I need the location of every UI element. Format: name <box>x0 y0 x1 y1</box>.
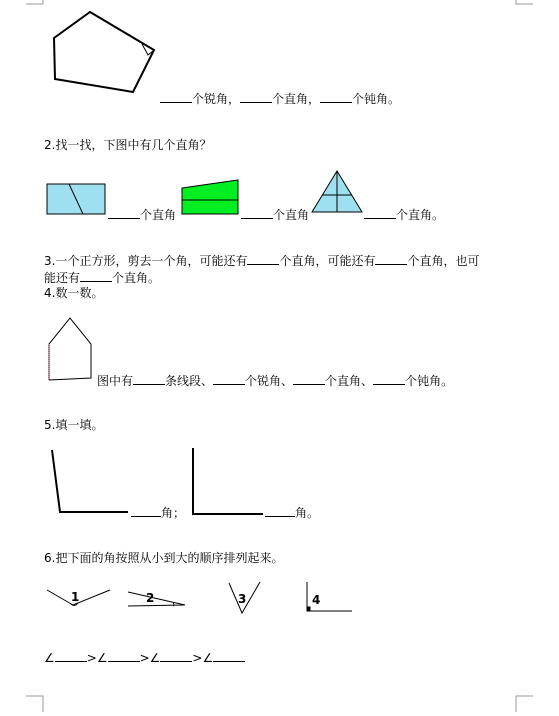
blank[interactable] <box>320 91 352 103</box>
blank[interactable] <box>375 253 407 265</box>
q4-answer-line: 图中有 条线段、 个锐角、 个直角、 个钝角。 <box>97 374 454 388</box>
blank[interactable] <box>265 505 295 517</box>
q3-line-1: 3.一个正方形，剪去一个角，可能还有 个直角，可能还有 个直角，也可 <box>44 254 480 268</box>
blank[interactable] <box>131 505 161 517</box>
q6-label-1: 1 <box>71 590 80 604</box>
q6-label-4: 4 <box>312 593 321 607</box>
q6-label-2: 2 <box>146 591 155 605</box>
q2-answer-3: 个直角。 <box>364 207 444 222</box>
blank[interactable] <box>160 91 192 103</box>
q2-answer-2: 个直角 <box>241 207 309 222</box>
blank[interactable] <box>160 650 192 662</box>
text: 个锐角， <box>192 92 241 106</box>
q6-title: 6.把下面的角按照从小到大的顺序排列起来。 <box>44 551 284 565</box>
blank[interactable] <box>213 373 245 385</box>
q3-line-2: 能还有 个直角。 <box>44 271 161 285</box>
q1-answer-line <box>160 91 400 106</box>
q4-title: 4.数一数。 <box>44 286 104 300</box>
q6-angle-2 <box>128 592 185 606</box>
q2-triangle-figure <box>312 171 362 212</box>
q5-answer-1: 角； <box>131 505 185 520</box>
blank[interactable] <box>108 207 140 219</box>
blank[interactable] <box>247 253 279 265</box>
q1-pentagon-figure <box>54 12 154 92</box>
q2-rectangle-figure <box>47 184 105 214</box>
q2-answer-1: 个直角 <box>108 207 176 222</box>
blank[interactable] <box>373 373 405 385</box>
q5-title: 5.填一填。 <box>44 418 104 432</box>
blank[interactable] <box>364 207 396 219</box>
blank[interactable] <box>108 650 140 662</box>
blank[interactable] <box>240 91 272 103</box>
page-corner-marks <box>26 0 533 712</box>
q2-trapezoid-figure <box>182 180 238 214</box>
text: 个直角， <box>272 92 321 106</box>
q2-title: 2.找一找，下图中有几个直角？ <box>44 138 212 152</box>
blank[interactable] <box>293 373 325 385</box>
q4-house-figure <box>49 318 91 380</box>
text: 个钝角。 <box>352 92 401 106</box>
blank[interactable] <box>55 650 87 662</box>
blank[interactable] <box>80 270 112 282</box>
q6-order-line: ∠ >∠ >∠ >∠ <box>44 650 245 665</box>
blank[interactable] <box>241 207 273 219</box>
q5-answer-2: 角。 <box>265 505 319 520</box>
blank[interactable] <box>213 650 245 662</box>
blank[interactable] <box>133 373 165 385</box>
q6-label-3: 3 <box>238 592 247 606</box>
